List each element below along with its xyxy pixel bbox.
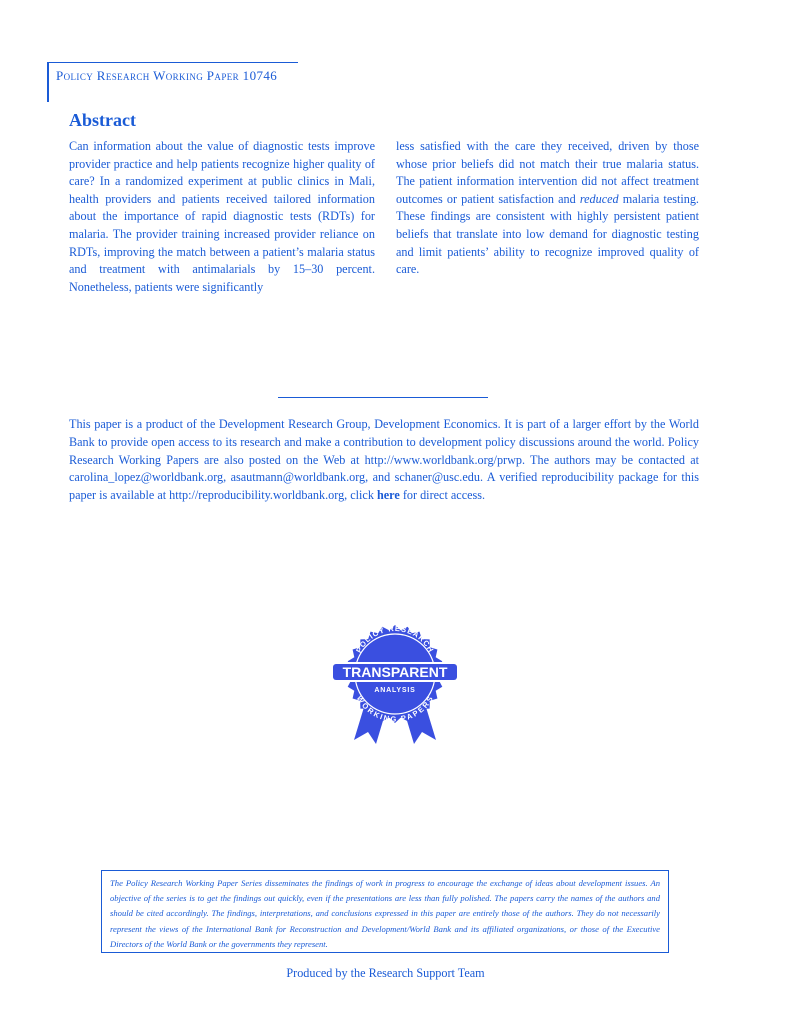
abstract-left-column: Can information about the value of diagnostic tests improve provider practice and help patients recognize higher quality of care? In a randomized experiment at public clinics in Mali, health providers and patients received tailored information about the importance of rapid diagnostic tests (RDTs) for malaria. The provider training increased provider reliance on RDTs, improving the match between a patient’s malaria status and treatment with antimalarials by 15–30 percent. Nonetheless, patients were significantly [69, 139, 375, 294]
badge-arc-top: POLICY RESEARCH [354, 623, 436, 655]
product-note-end: for direct access. [399, 488, 486, 503]
abstract-right-text-2: malaria testing. These findings are consistent with highly persistent patient beliefs that translate into low demand for diagnostic testing and limit patients’ ability to recognize improved quality of care. [396, 191, 699, 277]
transparent-analysis-badge [330, 612, 460, 747]
abstract-emphasis: reduced [579, 191, 619, 206]
footer-credit: Produced by the Research Support Team [286, 966, 485, 980]
abstract-right-text-1: less satisfied with the care they received, driven by those whose prior beliefs did not match their true malaria status. The patient information intervention did not affect treatment outcomes or patient satisfaction and [396, 139, 699, 206]
badge-sub-text: ANALYSIS [374, 687, 416, 694]
abstract-right-column [396, 138, 699, 279]
abstract-heading: Abstract [69, 110, 136, 130]
here-link[interactable]: here [376, 488, 400, 503]
badge-banner-text: TRANSPARENT [342, 664, 448, 680]
badge-arc-bottom: WORKING PAPERS [354, 694, 436, 724]
product-note-text: This paper is a product of the Development Research Group, Development Economics. It is part of a larger effort by the World Bank to provide open access to its research and make a contribution to development policy discussions around the world. Policy Research Working Papers are also posted on the Web at http://www.worldbank.org/prwp. The authors may be contacted at carolina_lopez@worldbank.org, asautmann@worldbank.org, and schaner@usc.edu. A verified reproducibility package for this paper is available at http://reproducibility.worldbank.org, click [69, 417, 699, 503]
series-title: Policy Research Working Paper 10746 [56, 68, 278, 83]
product-note [69, 416, 699, 505]
header-accent-bar [47, 62, 49, 102]
header-rule [48, 62, 298, 63]
section-divider [278, 397, 488, 398]
badge-seal-icon [330, 612, 460, 747]
disclaimer-box: The Policy Research Working Paper Series disseminates the findings of work in progress to encourage the exchange of ideas about development issues. An objective of the series is to get the findings out quickly, even if the presentations are less than fully polished. The papers carry the names of the authors and should be cited accordingly. The findings, interpretations, and conclusions expressed in this paper are entirely those of the authors. They do not necessarily represent the views of the International Bank for Reconstruction and Development/World Bank and its affiliated organizations, or those of the Executive Directors of the World Bank or the governments they represent. [101, 870, 669, 953]
